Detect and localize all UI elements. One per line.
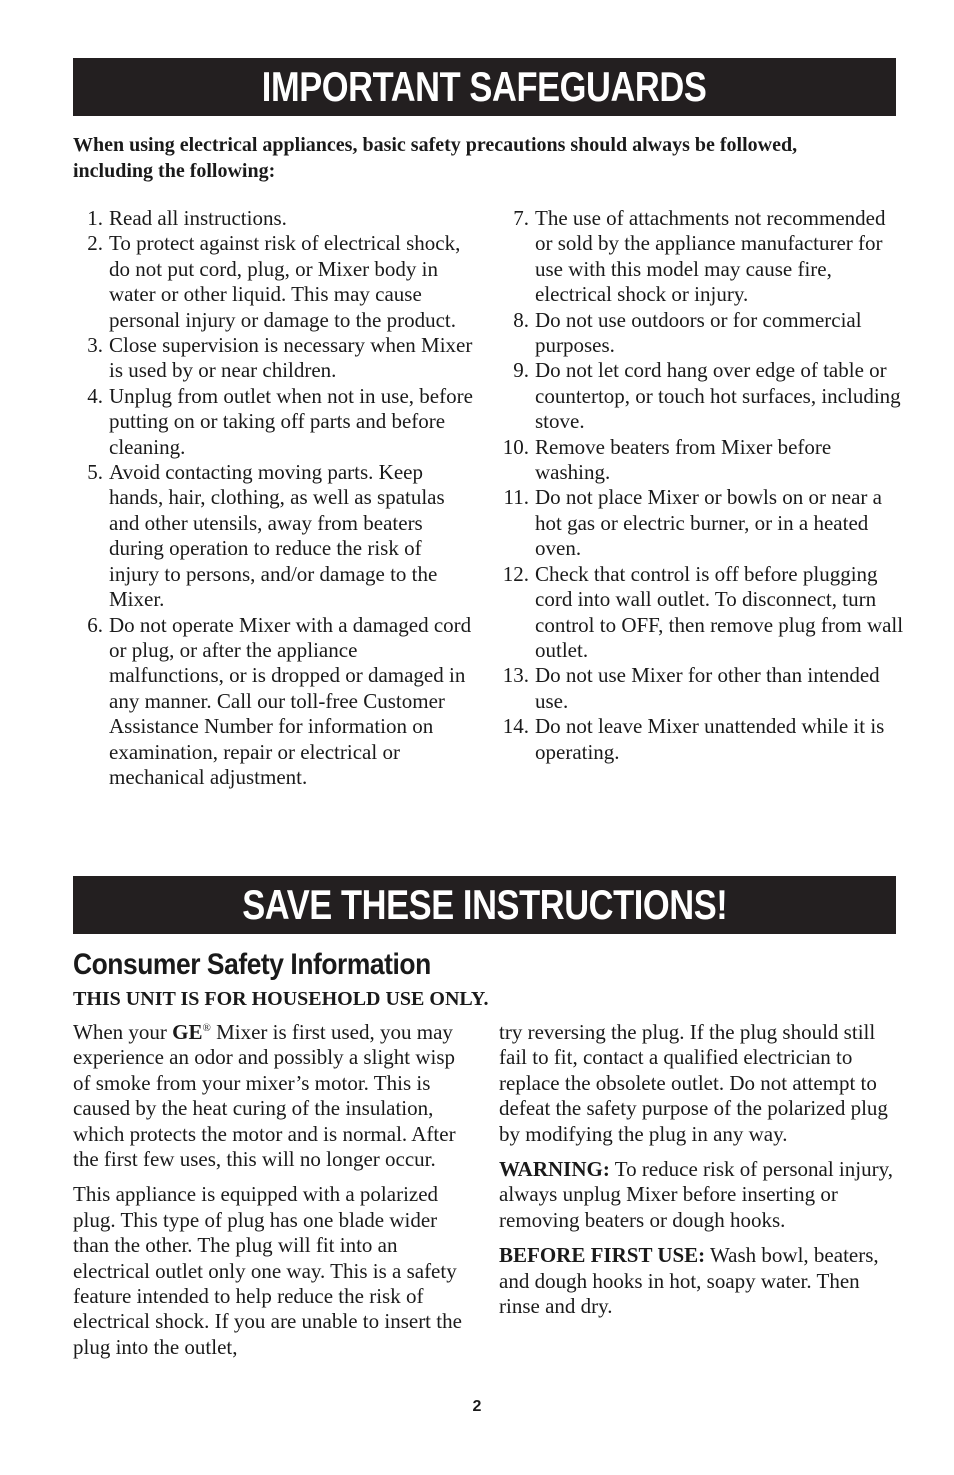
safeguard-text: Avoid contacting moving parts. Keep hands, hair, clothing, as well as spatulas and other utensils, away from beaters during operation to reduce the risk of injury to persons, and/or damage to the Mixer. <box>109 460 445 612</box>
safeguard-number: 7. <box>513 206 529 230</box>
safeguard-number: 6. <box>87 612 103 637</box>
warning-label: WARNING: <box>499 1157 610 1182</box>
first-use-odor-paragraph: When your GE® Mixer is first used, you may experience an odor and possibly a slight wisp of smoke from your mixer’s motor. This is caused by the heat curing of the insulation, which protects the motor and is normal. After the first few uses, this will no longer occur. <box>73 1020 456 1172</box>
safeguard-number: 13. <box>502 663 529 688</box>
registered-mark: ® <box>202 1022 211 1034</box>
safeguard-item <box>499 485 904 561</box>
household-use-notice: THIS UNIT IS FOR HOUSEHOLD USE ONLY. <box>73 988 489 1010</box>
safeguard-number: 9. <box>513 358 529 383</box>
safeguards-intro: When using electrical appliances, basic safety precautions should always be followed, including the following: <box>73 134 798 182</box>
safeguard-text: Do not use Mixer for other than intended use. <box>535 663 880 713</box>
consumer-column-left <box>73 1020 473 1370</box>
before-first-use-paragraph: BEFORE FIRST USE: Wash bowl, beaters, and dough hooks in hot, soapy water. Then rinse and dry. <box>499 1243 879 1319</box>
polarized-plug-continued: try reversing the plug. If the plug should still fail to fit, contact a qualified electrician to replace the obsolete outlet. Do not attempt to defeat the safety purpose of the polarized plug by modifying the plug in any way. <box>499 1020 888 1146</box>
safeguard-text: The use of attachments not recommended or sold by the appliance manufacturer for use with this model may cause fire, electrical shock or injury. <box>535 206 886 307</box>
safeguard-number: 12. <box>502 561 529 586</box>
consumer-safety-heading: Consumer Safety Information <box>73 948 431 981</box>
safeguard-text: Close supervision is necessary when Mixer is used by or near children. <box>109 333 473 383</box>
important-safeguards-banner <box>73 58 896 116</box>
before-first-use-label: BEFORE FIRST USE: <box>499 1243 706 1268</box>
safeguard-item <box>499 435 904 486</box>
polarized-plug-paragraph: This appliance is equipped with a polarized plug. This type of plug has one blade wider than the other. The plug will fit into an electrical outlet only one way. This is a safety feature intended to help reduce the risk of electrical shock. If you are unable to insert the plug into the outlet, <box>73 1182 462 1359</box>
safeguard-number: 10. <box>502 434 529 459</box>
safeguard-item <box>499 358 904 434</box>
brand-name: GE <box>172 1020 203 1044</box>
safeguard-item <box>499 308 904 359</box>
safeguard-text: Remove beaters from Mixer before washing. <box>535 434 832 485</box>
page-number: 2 <box>472 1398 482 1415</box>
warning-paragraph: WARNING: To reduce risk of personal injury, always unplug Mixer before inserting or removing beaters or dough hooks. <box>499 1157 893 1232</box>
save-banner-title: SAVE THESE INSTRUCTIONS! <box>241 881 728 928</box>
safeguard-item <box>499 206 904 308</box>
safeguard-item <box>73 231 473 333</box>
safeguard-item <box>73 613 473 791</box>
banner-title: IMPORTANT SAFEGUARDS <box>262 63 707 110</box>
safeguard-text: Read all instructions. <box>109 206 287 230</box>
safeguard-item <box>499 663 904 714</box>
safeguard-text: Do not operate Mixer with a damaged cord or plug, or after the appliance malfunctions, or is dropped or damaged in any manner. Call our toll-free Customer Assistance Number for information on examination, repair or electrical or mechanical adjustment. <box>109 612 472 789</box>
safeguard-item <box>499 714 904 765</box>
consumer-column-right <box>499 1020 899 1329</box>
save-instructions-banner <box>73 876 896 934</box>
safeguard-number: 11. <box>503 485 529 510</box>
safeguard-text: Do not leave Mixer unattended while it is operating. <box>535 714 885 764</box>
safeguard-number: 5. <box>87 460 103 485</box>
safeguard-text: Do not place Mixer or bowls on or near a hot gas or electric burner, or in a heated oven. <box>535 485 882 561</box>
safeguard-number: 4. <box>87 383 103 408</box>
safeguard-number: 8. <box>513 307 529 332</box>
safeguard-text: Unplug from outlet when not in use, before putting on or taking off parts and before cleaning. <box>109 383 473 459</box>
safeguards-list-left <box>73 206 473 790</box>
safeguard-item <box>73 206 473 231</box>
safeguard-number: 3. <box>87 333 103 358</box>
safeguard-text: To protect against risk of electrical shock, do not put cord, plug, or Mixer body in water or other liquid. This may cause personal injury or damage to the product. <box>109 231 461 332</box>
safeguard-item <box>73 460 473 612</box>
safeguard-item <box>73 384 473 460</box>
safeguard-text: Do not use outdoors or for commercial purposes. <box>535 307 862 358</box>
safeguard-number: 1. <box>87 206 103 230</box>
safeguard-text: Check that control is off before plugging cord into wall outlet. To disconnect, turn control to OFF, then remove plug from wall outlet. <box>535 561 904 662</box>
safeguards-list-right <box>499 206 904 765</box>
safeguard-text: Do not let cord hang over edge of table or countertop, or touch hot surfaces, including stove. <box>535 358 901 434</box>
safeguard-number: 2. <box>87 231 103 256</box>
safeguard-number: 14. <box>502 714 529 739</box>
safeguard-item <box>73 333 473 384</box>
safeguard-item <box>499 562 904 664</box>
